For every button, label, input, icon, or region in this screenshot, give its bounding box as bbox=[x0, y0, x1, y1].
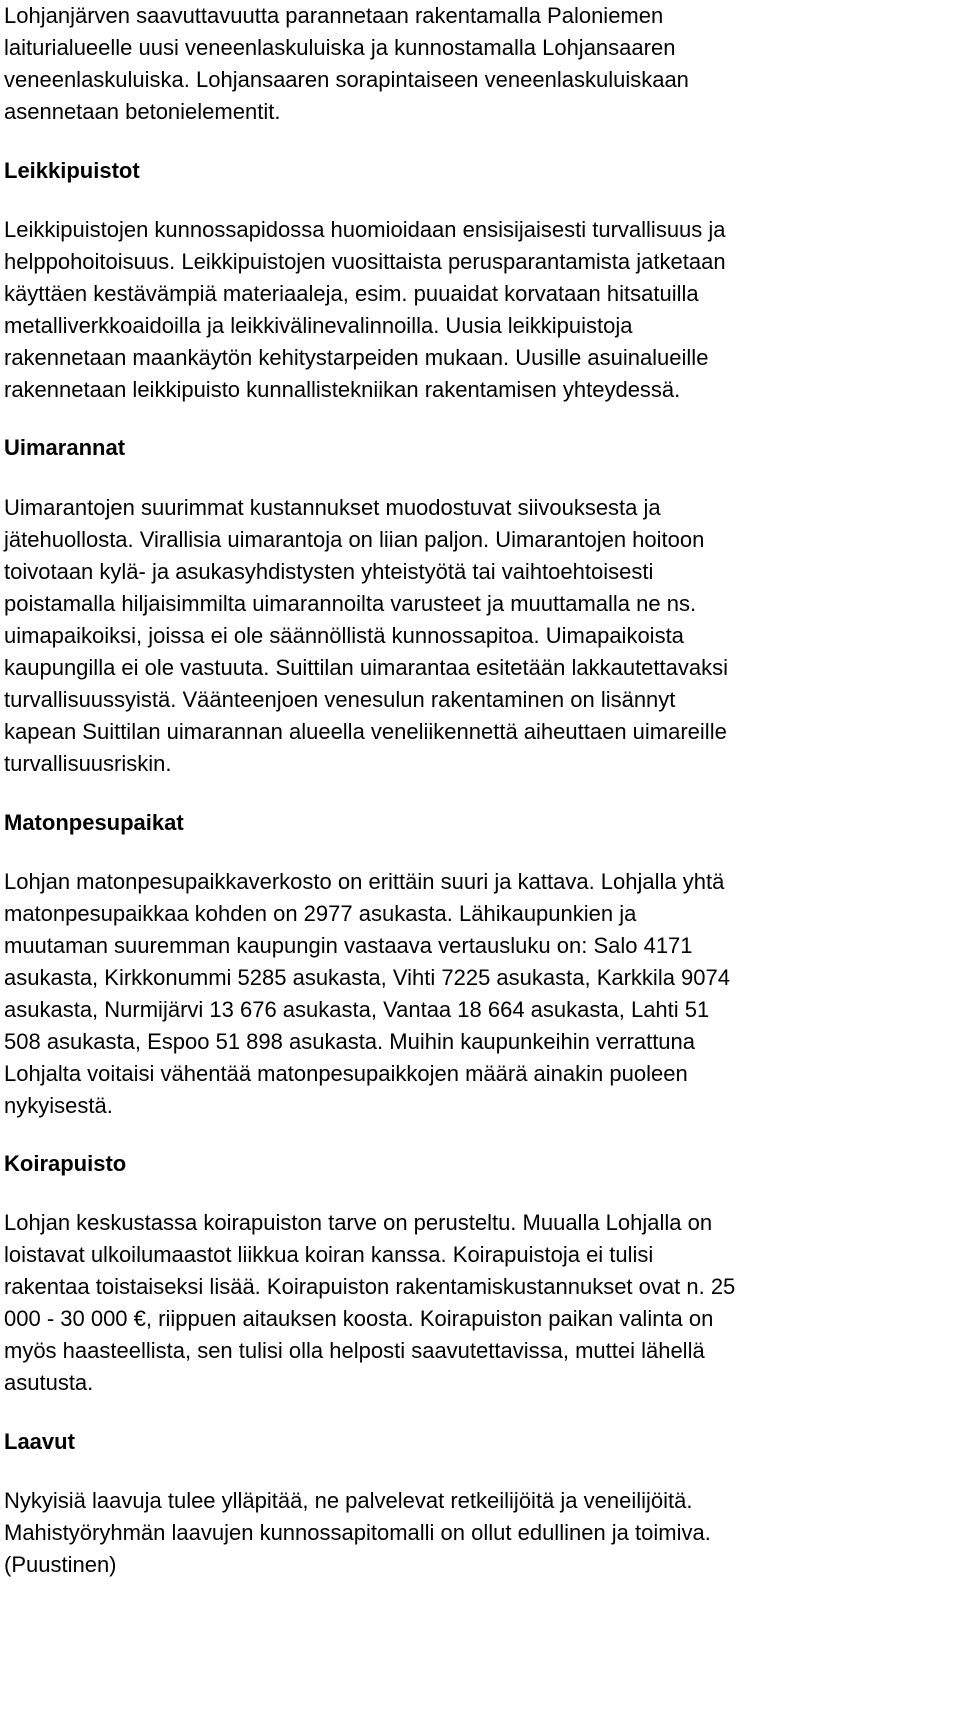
text-line: loistavat ulkoilumaastot liikkua koiran kanssa. Koirapuistoja ei tulisi bbox=[4, 1242, 654, 1267]
text-line: Nykyisiä laavuja tulee ylläpitää, ne palvelevat retkeilijöitä ja veneilijöitä. bbox=[4, 1488, 693, 1513]
paragraph-boat-ramps bbox=[4, 0, 954, 128]
text-line: myös haasteellista, sen tulisi olla helposti saavutettavissa, muttei lähellä bbox=[4, 1338, 705, 1363]
text-line: Lohjanjärven saavuttavuutta parannetaan rakentamalla Paloniemen bbox=[4, 3, 664, 28]
paragraph-matonpesupaikat bbox=[4, 866, 954, 1122]
text-line: veneenlaskuluiska. Lohjansaaren sorapintaiseen veneenlaskuluiskaan bbox=[4, 67, 689, 92]
text-line: nykyisestä. bbox=[4, 1093, 113, 1118]
text-line: rakennetaan leikkipuisto kunnallistekniikan rakentamisen yhteydessä. bbox=[4, 377, 681, 402]
text-line: poistamalla hiljaisimmilta uimarannoilta varusteet ja muuttamalla ne ns. bbox=[4, 591, 697, 616]
paragraph-laavut bbox=[4, 1485, 954, 1581]
text-line: Lohjan keskustassa koirapuiston tarve on perusteltu. Muualla Lohjalla on bbox=[4, 1210, 713, 1235]
heading-laavut: Laavut bbox=[4, 1429, 75, 1454]
text-line: uimapaikoiksi, joissa ei ole säännöllistä kunnossapitoa. Uimapaikoista bbox=[4, 623, 684, 648]
paragraph-koirapuisto bbox=[4, 1207, 954, 1399]
text-line: jätehuollosta. Virallisia uimarantoja on liian paljon. Uimarantojen hoitoon bbox=[4, 527, 705, 552]
document-body bbox=[4, 0, 954, 1581]
text-line: kaupungilla ei ole vastuuta. Suittilan uimarantaa esitetään lakkautettavaksi bbox=[4, 655, 729, 680]
text-line: laiturialueelle uusi veneenlaskuluiska ja kunnostamalla Lohjansaaren bbox=[4, 35, 676, 60]
text-line: rakentaa toistaiseksi lisää. Koirapuiston rakentamiskustannukset ovat n. 25 bbox=[4, 1274, 736, 1299]
text-line: (Puustinen) bbox=[4, 1552, 117, 1577]
text-line: turvallisuusriskin. bbox=[4, 751, 172, 776]
text-line: muutaman suuremman kaupungin vastaava vertausluku on: Salo 4171 bbox=[4, 933, 693, 958]
text-line: Leikkipuistojen kunnossapidossa huomioidaan ensisijaisesti turvallisuus ja bbox=[4, 217, 726, 242]
text-line: asutusta. bbox=[4, 1370, 94, 1395]
text-line: Lohjalta voitaisi vähentää matonpesupaikkojen määrä ainakin puoleen bbox=[4, 1061, 688, 1086]
text-line: turvallisuussyistä. Väänteenjoen venesulun rakentaminen on lisännyt bbox=[4, 687, 676, 712]
text-line: Lohjan matonpesupaikkaverkosto on erittäin suuri ja kattava. Lohjalla yhtä bbox=[4, 869, 725, 894]
heading-matonpesupaikat: Matonpesupaikat bbox=[4, 810, 184, 835]
text-line: kapean Suittilan uimarannan alueella veneliikennettä aiheuttaen uimareille bbox=[4, 719, 727, 744]
text-line: 000 - 30 000 €, riippuen aitauksen koosta. Koirapuiston paikan valinta on bbox=[4, 1306, 714, 1331]
paragraph-uimarannat bbox=[4, 492, 954, 780]
heading-koirapuisto: Koirapuisto bbox=[4, 1151, 127, 1176]
text-line: Uimarantojen suurimmat kustannukset muodostuvat siivouksesta ja bbox=[4, 495, 661, 520]
text-line: matonpesupaikkaa kohden on 2977 asukasta. Lähikaupunkien ja bbox=[4, 901, 637, 926]
heading-uimarannat: Uimarannat bbox=[4, 435, 126, 460]
text-line: Mahistyöryhmän laavujen kunnossapitomalli on ollut edullinen ja toimiva. bbox=[4, 1520, 711, 1545]
text-line: toivotaan kylä- ja asukasyhdistysten yhteistyötä tai vaihtoehtoisesti bbox=[4, 559, 654, 584]
text-line: asukasta, Kirkkonummi 5285 asukasta, Vihti 7225 asukasta, Karkkila 9074 bbox=[4, 965, 730, 990]
text-line: helppohoitoisuus. Leikkipuistojen vuosittaista perusparantamista jatketaan bbox=[4, 249, 726, 274]
text-line: rakennetaan maankäytön kehitystarpeiden mukaan. Uusille asuinalueille bbox=[4, 345, 709, 370]
text-line: asukasta, Nurmijärvi 13 676 asukasta, Vantaa 18 664 asukasta, Lahti 51 bbox=[4, 997, 710, 1022]
text-line: käyttäen kestävämpiä materiaaleja, esim. puuaidat korvataan hitsatuilla bbox=[4, 281, 699, 306]
text-line: 508 asukasta, Espoo 51 898 asukasta. Muihin kaupunkeihin verrattuna bbox=[4, 1029, 696, 1054]
heading-leikkipuistot: Leikkipuistot bbox=[4, 158, 140, 183]
paragraph-leikkipuistot bbox=[4, 214, 954, 406]
text-line: asennetaan betonielementit. bbox=[4, 99, 281, 124]
text-line: metalliverkkoaidoilla ja leikkivälinevalinnoilla. Uusia leikkipuistoja bbox=[4, 313, 633, 338]
